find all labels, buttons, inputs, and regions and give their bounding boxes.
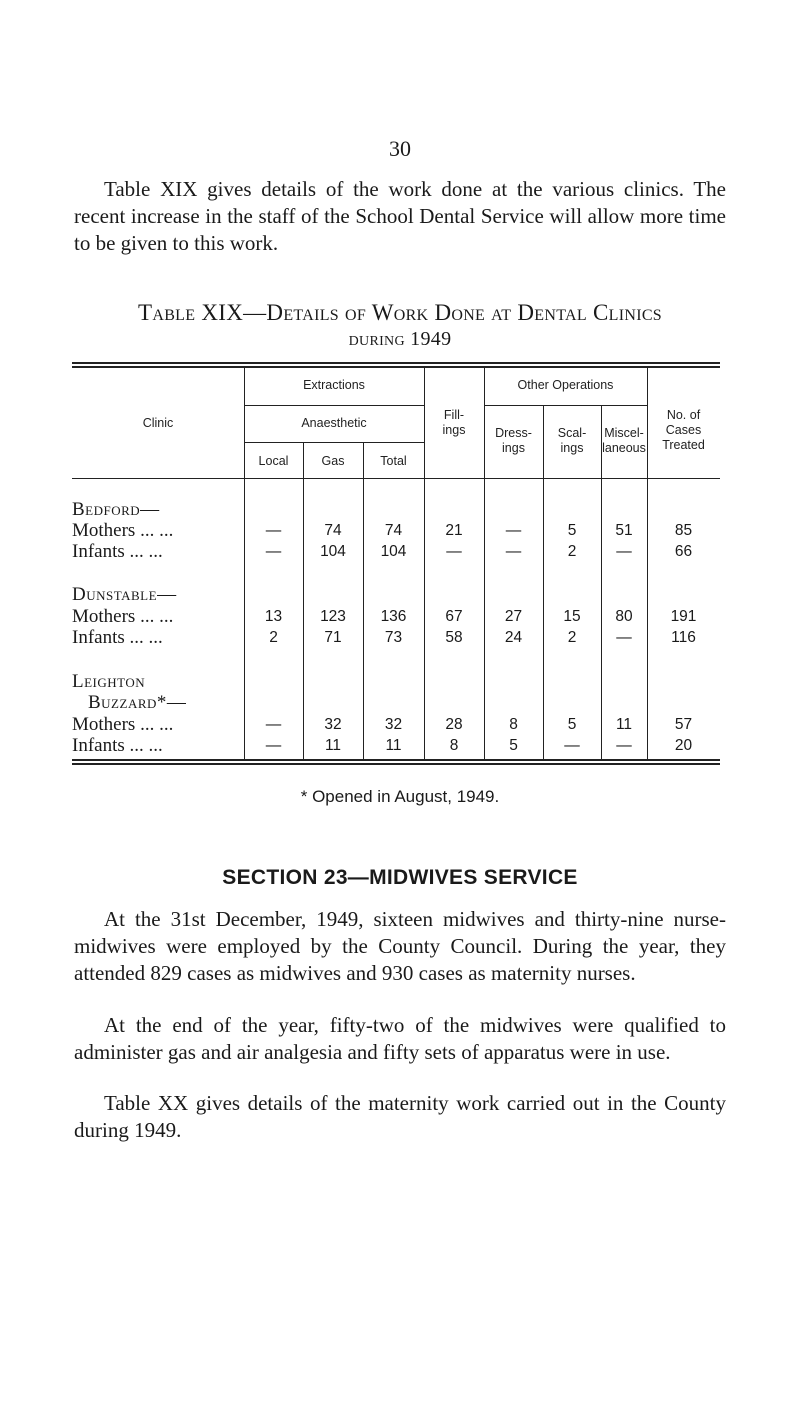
row-label: Infants ... ... <box>72 735 163 756</box>
anaesthetic-rule <box>244 442 424 443</box>
group-leighton-buzzard: Leighton <box>72 671 146 692</box>
header-extractions: Extractions <box>303 378 365 392</box>
table-top-rule <box>72 362 720 368</box>
cell-total: 11 <box>385 737 402 754</box>
cell-gas: 74 <box>324 522 342 539</box>
cell-fillings: 21 <box>445 522 463 539</box>
cell-dressings: 5 <box>509 737 518 754</box>
extractions-rule <box>244 405 424 406</box>
table-footnote: * Opened in August, 1949. <box>300 787 500 806</box>
cell-total: 73 <box>384 629 403 646</box>
cell-dressings: 24 <box>504 629 523 646</box>
cell-scalings: — <box>564 737 580 754</box>
section-paragraph-3: Table XX gives details of the maternity work carried out in the County during 1949. <box>74 1091 726 1142</box>
row-label: Mothers ... ... <box>72 714 174 735</box>
cell-total: 136 <box>380 608 407 625</box>
table-title-line1: Table XIX—Details of Work Done at Dental Clinics <box>137 300 662 325</box>
cell-local: 13 <box>264 608 283 625</box>
row-label: Mothers ... ... <box>72 520 174 541</box>
table-title <box>0 300 800 352</box>
cell-miscellaneous: 51 <box>615 522 633 539</box>
cell-scalings: 15 <box>563 608 581 625</box>
group-bedford: Bedford— <box>72 499 160 520</box>
header-total: Total <box>380 454 407 468</box>
page-number: 30 <box>389 136 411 161</box>
row-label: Infants ... ... <box>72 541 163 562</box>
cell-dressings: 27 <box>504 608 523 625</box>
cell-miscellaneous: 80 <box>615 608 633 625</box>
cell-fillings: 67 <box>445 608 463 625</box>
cell-dressings: 8 <box>509 716 518 733</box>
cell-cases-treated: 191 <box>670 608 697 625</box>
cell-miscellaneous: — <box>616 629 632 646</box>
cell-scalings: 5 <box>567 716 577 733</box>
header-miscellaneous: Miscel- laneous <box>602 426 646 455</box>
cell-local: — <box>265 543 282 560</box>
cell-total: 104 <box>380 543 407 560</box>
row-label: Mothers ... ... <box>72 606 174 627</box>
cell-fillings: 8 <box>449 737 459 754</box>
cell-cases-treated: 66 <box>674 543 693 560</box>
cell-dressings: — <box>505 543 522 560</box>
cell-scalings: 2 <box>567 543 577 560</box>
section-title: SECTION 23—MIDWIVES SERVICE <box>222 866 578 889</box>
section-paragraph-2: At the end of the year, fifty-two of the midwives were qualified to administer gas and air analgesia and fifty sets of apparatus were in use. <box>74 1013 726 1064</box>
col-divider-7 <box>601 405 602 759</box>
cell-gas: 104 <box>320 543 346 560</box>
row-label: Infants ... ... <box>72 627 163 648</box>
cell-cases-treated: 57 <box>674 716 693 733</box>
section-paragraph-1: At the 31st December, 1949, sixteen midwives and thirty-nine nurse-midwives were employed by the County Council. During the year, they attended 829 cases as midwives and 930 cases as maternity nurses. <box>74 907 726 985</box>
cell-local: — <box>265 522 282 539</box>
table-bottom-rule <box>72 759 720 765</box>
intro-paragraph: Table XIX gives details of the work done at the various clinics. The recent increase in the staff of the School Dental Service will allow more time to be given to this work. <box>74 177 726 255</box>
cell-gas: 123 <box>320 608 346 625</box>
cell-cases-treated: 116 <box>671 629 696 646</box>
table-title-line2: during 1949 <box>348 328 452 350</box>
cell-scalings: 5 <box>567 522 577 539</box>
cell-total: 32 <box>384 716 403 733</box>
cell-miscellaneous: — <box>616 737 632 754</box>
header-cases-treated: No. of Cases Treated <box>662 408 705 452</box>
group-dunstable: Dunstable— <box>72 584 177 605</box>
col-divider-6 <box>543 405 544 759</box>
cell-miscellaneous: — <box>616 543 632 560</box>
header-anaesthetic: Anaesthetic <box>301 416 367 430</box>
header-local: Local <box>258 454 289 468</box>
header-clinic: Clinic <box>142 416 174 430</box>
header-gas: Gas <box>321 454 345 468</box>
cell-fillings: — <box>446 543 462 560</box>
header-fillings: Fill- ings <box>442 408 466 437</box>
dental-clinics-table <box>72 362 720 765</box>
cell-dressings: — <box>505 522 522 539</box>
other-operations-rule <box>484 405 647 406</box>
header-dressings: Dress- ings <box>495 426 532 455</box>
cell-miscellaneous: 11 <box>615 716 633 733</box>
cell-local: — <box>265 737 282 754</box>
col-divider-3 <box>363 442 364 759</box>
header-scalings: Scal- ings <box>557 426 587 455</box>
cell-total: 74 <box>384 522 403 539</box>
cell-gas: 11 <box>324 737 342 754</box>
cell-gas: 71 <box>324 629 342 646</box>
cell-scalings: 2 <box>567 629 577 646</box>
cell-gas: 32 <box>324 716 342 733</box>
header-other-operations: Other Operations <box>517 378 614 392</box>
col-divider-2 <box>303 442 304 759</box>
cell-local: — <box>265 716 282 733</box>
header-bottom-rule <box>72 478 720 479</box>
cell-local: 2 <box>269 629 278 646</box>
cell-fillings: 28 <box>445 716 463 733</box>
cell-cases-treated: 20 <box>674 737 693 754</box>
cell-fillings: 58 <box>445 629 463 646</box>
group-leighton-buzzard-line2: Buzzard*— <box>88 692 187 713</box>
cell-cases-treated: 85 <box>674 522 693 539</box>
